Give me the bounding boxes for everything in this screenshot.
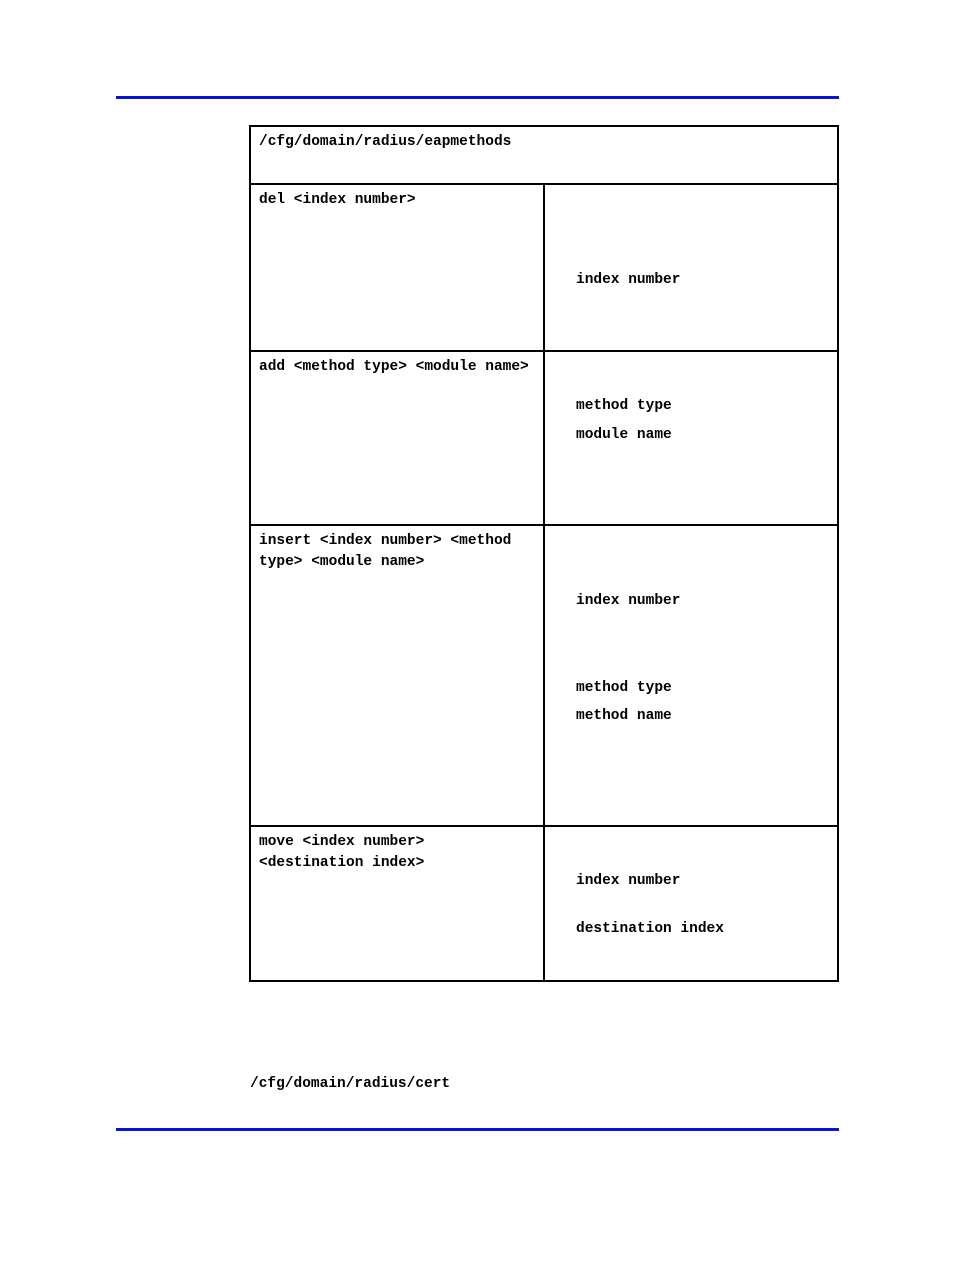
command-cell <box>250 826 544 981</box>
header-rule <box>116 96 839 99</box>
description-cell <box>544 351 838 525</box>
command-syntax-move: move <index number> <destination index> <box>259 834 425 871</box>
param-label: method type <box>576 680 672 696</box>
param-label: method type <box>576 398 672 414</box>
table-row <box>250 826 838 981</box>
description-cell <box>544 826 838 981</box>
command-syntax-del: del <index number> <box>259 192 416 208</box>
table-row <box>250 525 838 826</box>
command-syntax-insert: insert <index number> <method type> <module name> <box>259 533 512 570</box>
command-syntax-add: add <method type> <module name> <box>259 359 529 375</box>
param-label: index number <box>576 873 681 889</box>
footer-rule <box>116 1128 839 1131</box>
param-label: index number <box>576 272 681 288</box>
next-menu-path: /cfg/domain/radius/cert <box>250 1076 451 1092</box>
table-header-cell <box>250 126 838 184</box>
command-cell <box>250 351 544 525</box>
description-cell <box>544 525 838 826</box>
param-label: destination index <box>576 921 724 937</box>
command-table <box>249 125 839 982</box>
param-label: module name <box>576 427 672 443</box>
table-row <box>250 184 838 351</box>
command-cell <box>250 525 544 826</box>
table-row <box>250 351 838 525</box>
table-header-row <box>250 126 838 184</box>
param-label: method name <box>576 708 672 724</box>
menu-path: /cfg/domain/radius/eapmethods <box>259 134 512 150</box>
description-cell <box>544 184 838 351</box>
param-label: index number <box>576 593 681 609</box>
command-cell <box>250 184 544 351</box>
